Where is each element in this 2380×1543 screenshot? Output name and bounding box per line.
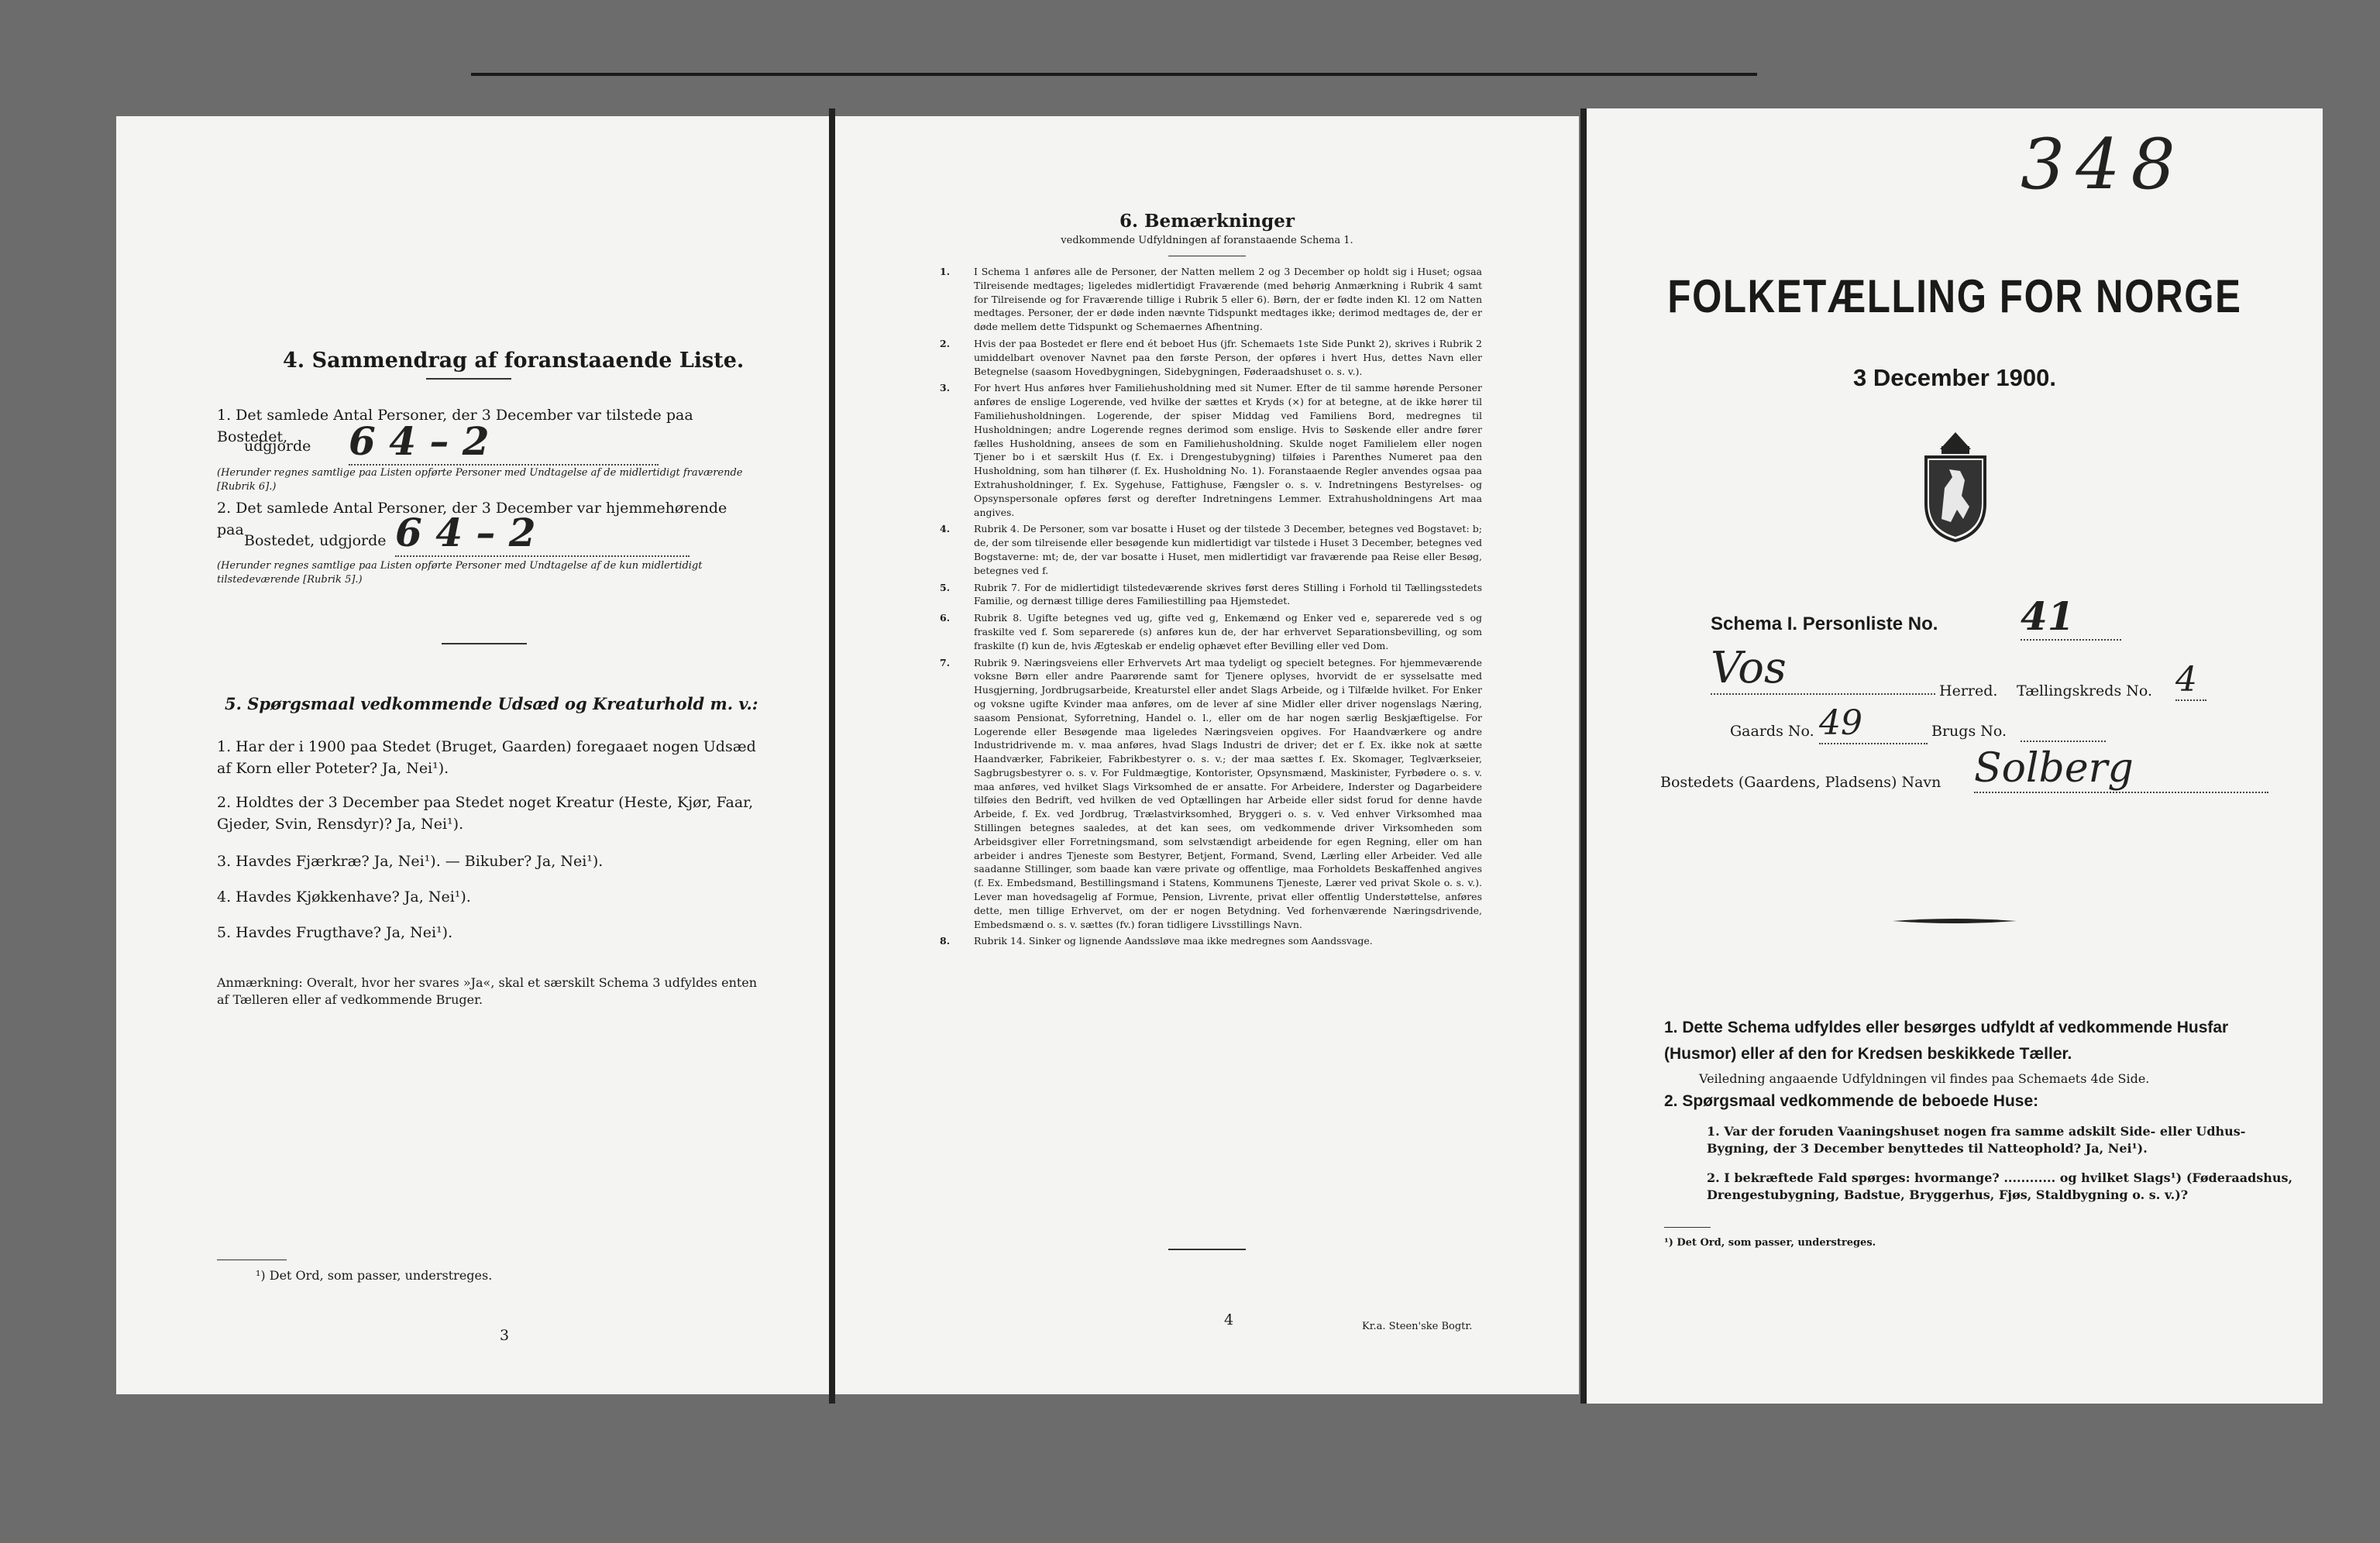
gaards-label: Gaards No. (1730, 723, 1814, 740)
document-title: FOLKETÆLLING FOR NORGE (1667, 270, 2242, 322)
kreds-value: 4 (2175, 660, 2206, 701)
question-3: 3. Havdes Fjærkræ? Ja, Nei¹). — Bikuber? Ja, Nei¹). (217, 853, 604, 870)
question-4: 4. Havdes Kjøkkenhave? Ja, Nei¹). (217, 888, 471, 906)
item1-note: (Herunder regnes samtlige paa Listen opførte Personer med Undtagelse af de midlertidigt fraværende [Rubrik 6].) (217, 467, 743, 493)
page-number: 4 (1224, 1311, 1234, 1328)
bosted-value: Solberg (1974, 745, 2268, 793)
footnote: ¹) Det Ord, som passer, understreges. (1664, 1237, 1876, 1249)
archive-number: 348 (2021, 124, 2186, 205)
census-date: 3 December 1900. (1853, 364, 2056, 391)
kreds-label: Tællingskreds No. (2017, 682, 2152, 699)
brugs-label: Brugs No. (1931, 723, 2007, 740)
footnote-rule (1664, 1227, 1711, 1228)
remark-item: 3. For hvert Hus anføres hver Familiehusholdning med sit Numer. Efter de til samme hørende Personer anføres de enslige Logerende, ved hvilke der sættes et Kryds (×) for at betegne, at de ikke hører til Familiehusholdningen. Logerende, der spiser Middag ved Familiens Bord, medregnes til Husholdningen; andre Logerende regnes derimod som enslige. Hvis to Søskende eller andre fører fælles Husholdning, ansees de som en Familiehusholdning. Skulde noget Familielem eller nogen Tjener bo i et særskilt Hus (f. Ex. i Drengestubygning) tilføies i Parenthes Numeret paa den Husholdning, som han tilhører (f. Ex. Husholdning No. 1). Foranstaaende Regler anvendes ogsaa paa Extrahusholdninger, f. Ex. Sygehuse, Fattighuse, Fængsler o. s. v. Indretningens Bestyrelses- og Opsynspersonale opføres først og derefter Indretningens Lemmer. Extrahusholdningens Art maa angives. (940, 382, 1482, 518)
divider (1168, 1249, 1246, 1250)
section5-heading: 5. Spørgsmaal vedkommende Udsæd og Kreaturhold m. v.: (225, 694, 758, 713)
instruction-1: 1. Dette Schema udfyldes eller besørges udfyldt af vedkommende Husfar (Husmor) eller af den for Kredsen beskikkede Tæller. (1664, 1019, 2229, 1063)
scan-top-line (471, 73, 1757, 76)
item2-label: Bostedet, udgjorde (244, 532, 387, 549)
schema-label: Schema I. Personliste No. (1711, 613, 1938, 634)
personliste-number: 41 (2021, 593, 2121, 641)
question-5: 5. Havdes Frugthave? Ja, Nei¹). (217, 924, 453, 941)
remark-item: 1. I Schema 1 anføres alle de Personer, der Natten mellem 2 og 3 December op holdt sig i Huset; ogsaa Tilreisende medtages; ligeledes midlertidigt Fraværende (med behørig Anmærkning i Rubrik 4 samt for Tilreisende og for Fraværende tillige i Rubrik 5 eller 6). Børn, der er fødte inden Kl. 12 om Natten medtages. Personer, der er døde inden nævnte Tidspunkt medtages ikke; derimod medtages de, der er døde mellem dette Tidspunkt og Schemaernes Afhentning. (940, 266, 1482, 333)
page-gutter (1580, 108, 1587, 1404)
item1-text: 1. Det samlede Antal Personer, der 3 December var tilstede paa Bostedet, (217, 407, 693, 445)
item1-label: udgjorde (244, 438, 311, 455)
herred-value: Vos (1711, 643, 1935, 695)
section4-heading: 4. Sammendrag af foranstaaende Liste. (283, 349, 745, 373)
page-number: 3 (500, 1327, 510, 1344)
question-1: 1. Har der i 1900 paa Stedet (Bruget, Gaarden) foregaaet nogen Udsæd af Korn eller Poteter? Ja, Nei¹). (217, 738, 756, 777)
remark-item: 8. Rubrik 14. Sinker og lignende Aandssløve maa ikke medregnes som Aandssvage. (940, 935, 1373, 947)
instruction-1-note: Veiledning angaaende Udfyldningen vil findes paa Schemaets 4de Side. (1699, 1071, 2150, 1086)
gaards-value: 49 (1819, 703, 1928, 744)
herred-label: Herred. (1939, 682, 1998, 699)
instruction-2: 2. Spørgsmaal vedkommende de beboede Huse: (1664, 1092, 2039, 1110)
left-page (116, 116, 829, 1394)
bosted-label: Bostedets (Gaardens, Pladsens) Navn (1660, 774, 1941, 791)
remark-item: 2. Hvis der paa Bostedet er flere end ét beboet Hus (jfr. Schemaets 1ste Side Punkt 2), skrives i Rubrik 2 umiddelbart ovenover Navnet paa den første Person, der opføres i hvert Hus, dettes Navn eller Betegnelse (saasom Hovedbygningen, Sidebygningen, Føderaadshuset o. s. v.). (940, 337, 1482, 377)
item2-value: 6 4 – 2 (395, 510, 690, 557)
item1-value: 6 4 – 2 (349, 418, 659, 466)
remark-item: 5. Rubrik 7. For de midlertidigt tilstedeværende skrives først deres Stilling i Forhold til Tællingsstedets Familie, og dernæst tillige deres Familiestilling paa Hjemstedet. (940, 581, 1482, 607)
footnote: ¹) Det Ord, som passer, understreges. (256, 1268, 493, 1283)
remark-item: 4. Rubrik 4. De Personer, som var bosatte i Huset og der tilstede 3 December, betegnes ved Bogstavet: b; de, der som tilreisende eller besøgende kun midlertidigt var tilstede i Huset 3 December, betegnes ved Bogstaverne: mt; de, der var bosatte i Huset, men midlertidigt var fraværende paa Reise eller Besøg, betegnes ved f. (940, 523, 1482, 576)
item2-text: 2. Det samlede Antal Personer, der 3 December var hjemmehørende paa (217, 500, 727, 538)
remark-item: 6. Rubrik 8. Ugifte betegnes ved ug, gifte ved g, Enkemænd og Enker ved e, separerede ved s og fraskilte ved f. Som separerede (s) anføres kun de, der har erhvervet Separationsbevilling, og som fraskilte (f) kun de, hvis Ægteskab er endelig ophævet efter Bevilling eller ved Dom. (940, 612, 1482, 651)
middle-page (835, 116, 1579, 1394)
instruction-2-q2: 2. I bekræftede Fald spørges: hvormange? ............ og hvilket Slags¹) (Føderaadshus, Drengestubygning, Badstue, Bryggerhus, Fjøs, Staldbygning o. s. v.)? (1707, 1170, 2293, 1202)
item2-note: (Herunder regnes samtlige paa Listen opførte Personer med Undtagelse af de kun midlertidigt tilstedeværende [Rubrik 5].) (217, 560, 703, 586)
remark: Anmærkning: Overalt, hvor her svares »Ja«, skal et særskilt Schema 3 udfyldes enten af Tælleren eller af vedkommende Bruger. (217, 975, 758, 1007)
remarks-list (940, 265, 1482, 951)
footnote-rule (217, 1259, 287, 1260)
remarks-heading: 6. Bemærkninger (1119, 211, 1295, 232)
ornament-divider (1893, 914, 2017, 923)
remarks-subheading: vedkommende Udfyldningen af foranstaaende Schema 1. (1061, 235, 1353, 246)
remark-item: 7. Rubrik 9. Næringsveiens eller Erhvervets Art maa tydeligt og specielt betegnes. For hjemmeværende voksne Børn eller andre Paarørende samt for Tjenere oplyses, hvorvidt de er sysselsatte med Husgjerning, Jordbrugsarbeide, Kreaturstel eller andet Slags Arbeide, og i Tilfælde hvilket. For Enker og voksne ugifte Kvinder maa anføres, om de lever af sine Midler eller driver nogenslags Næring, saasom Pensionat, Syforretning, Handel o. l., eller om de har nogen særlig Beskjæftigelse. For Logerende eller Besøgende maa ligeledes Næringsveien opgives. For Haandværkere og andre Industridrivende m. v. maa anføres, hvad Slags Industri de driver; det er f. Ex. ikke nok at sætte Haandværker, Fabrikeier, Fabrikbestyrer o. s. v.; der maa sættes f. Ex. Skomager, Teglværkseier, Sagbrugsbestyrer o. s. v. For Fuldmægtige, Kontorister, Opsynsmænd, Maskinister, Fyrbødere o. s. v. maa anføres, ved hvilket Slags Virksomhed de er ansatte. For Arbeidere, Inderster og Dagarbeidere tilføies den Bedrift, ved hvilken de ved Optællingen har Arbeide eller sidst forud for denne havde Arbeide, f. Ex. ved Jordbrug, Trælastvirksomhed, Bryggeri o. s. v. Ved enhver Virksomhed maa Stillingen betegnes saaledes, at det kan sees, om vedkommende driver Virksomheden som Arbeidsgiver eller Forretningsmand, som selvstændigt arbeidende for egen Regning, eller om han arbeider i andres Tjeneste som Bestyrer, Betjent, Formand, Svend, Lærling eller Arbeider. Ved alle saadanne Stillinger, som baade kan være private og offentlige, maa Forholdets Beskaffenhed angives (f. Ex. Embedsmand, Bestillingsmand i Statens, Kommunens Tjeneste, Lærer ved privat Skole o. s. v.). Lever man hovedsagelig af Formue, Pension, Livrente, privat eller offentlig Understøttelse, anføres dette, men tillige Erhvervet, om der er nogen Betydning. Ved forhenværende Næringsdrivende, Embedsmænd o. s. v. sættes (fv.) foran tidligere Livsstillings Navn. (940, 656, 1482, 930)
coat-of-arms-icon (1918, 426, 1993, 542)
brugs-value (2021, 720, 2106, 742)
printer-mark: Kr.a. Steen'ske Bogtr. (1362, 1321, 1473, 1332)
instruction-2-q1: 1. Var der foruden Vaaningshuset nogen fra samme adskilt Side- eller Udhus-Bygning, der 3 December benyttedes til Natteophold? Ja, Nei¹). (1707, 1124, 2246, 1156)
page-gutter (829, 108, 835, 1404)
divider (442, 643, 527, 644)
divider (426, 378, 511, 380)
right-page (1587, 108, 2323, 1404)
question-2: 2. Holdtes der 3 December paa Stedet noget Kreatur (Heste, Kjør, Faar, Gjeder, Svin, Rensdyr)? Ja, Nei¹). (217, 794, 754, 833)
